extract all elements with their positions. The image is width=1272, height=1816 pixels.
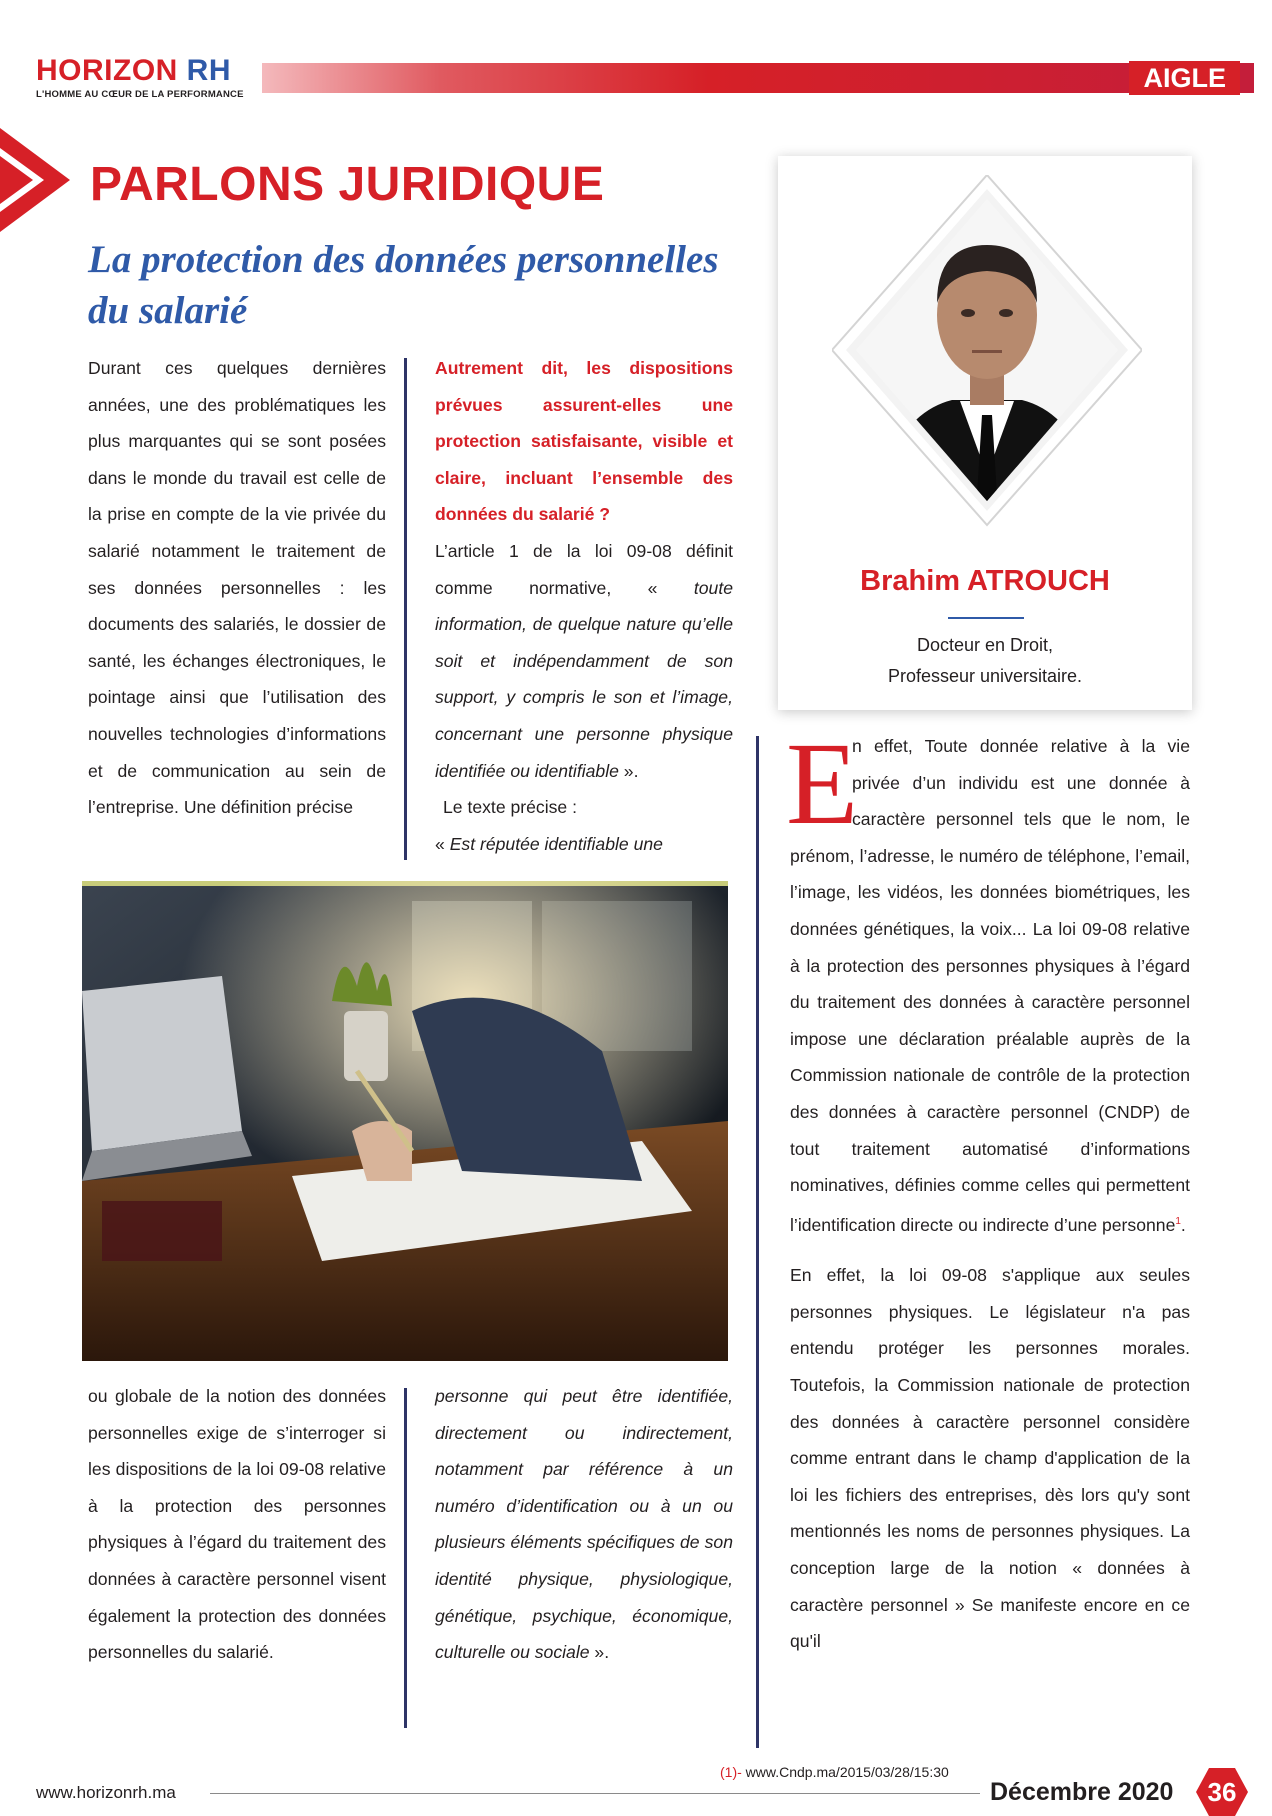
texte-precise: Le texte précise : <box>443 797 577 818</box>
footnote-ref: 1 <box>1175 1215 1181 1227</box>
quote-continued: personne qui peut être identifiée, directement ou indirectement, notamment par référence à un numéro d’identification ou à un ou plusieurs éléments spécifiques de son identité physique, physiologique, génétique, psychique, économique, culturelle ou sociale <box>435 1386 733 1663</box>
col3-paragraph-2 <box>790 1257 1190 1660</box>
col3-p2-text: En effet, la loi 09-08 s'applique aux seules personnes physiques. Le législateur n'a pas entendu protéger les personnes morales. Toutefois, la Commission nationale de protection des données à caractère personnel considère comme entrant dans le champ d'application de la loi les fichiers des entreprises, dès lors qu'y sont mentionnés les noms de personnes physiques. La conception large de la notion « données à caractère personnel » Se manifeste encore en ce qu'il <box>790 1265 1190 1652</box>
col3-paragraph-1 <box>790 728 1190 1243</box>
quote-start-text: Est réputée identifiable une <box>449 833 663 854</box>
key-question: Autrement dit, les dispositions prévues assurent-elles une protection satisfaisante, visible et claire, incluant l’ensemble des données du salarié ? <box>435 358 733 525</box>
chevron-arrow-icon <box>0 128 70 232</box>
logo-word-horizon: HORIZON <box>36 54 178 87</box>
page-number: 36 <box>1207 1777 1237 1807</box>
col3-p1-end: . <box>1180 1214 1186 1235</box>
author-role <box>778 630 1192 692</box>
column-2-bottom <box>435 1378 733 1758</box>
col1-top-text: Durant ces quelques dernières années, une des problématiques les plus marquantes qui se sont posées dans le monde du travail est celle de la prise en compte de la vie privée du salarié notamment le traitement de ses données personnelles : les documents des salariés, le dossier de santé, les échanges électroniques, le pointage ainsi que l’utilisation des nouvelles technologies d’informations et de communication au sein de l’entreprise. Une définition précise <box>88 358 386 818</box>
column-divider <box>404 1388 407 1728</box>
website-link[interactable]: www.horizonrh.ma <box>36 1783 176 1802</box>
logo-tagline: L'HOMME AU CŒUR DE LA PERFORMANCE <box>36 89 244 100</box>
author-role-line2: Professeur universitaire. <box>887 666 1083 686</box>
section-title: PARLONS JURIDIQUE <box>90 158 605 211</box>
footnote-text: www.Cndp.ma/2015/03/28/15:30 <box>741 1764 949 1780</box>
footnote-number: (1)- <box>720 1764 742 1780</box>
quote-close-mark: ». <box>594 1642 610 1663</box>
column-1-bottom <box>88 1378 386 1758</box>
column-divider <box>404 358 407 860</box>
article-1-intro: L’article 1 de la loi 09-08 définit comme normative, « <box>435 540 733 598</box>
article-1-definition <box>435 533 733 789</box>
article-title: La protection des données personnelles du salarié <box>88 238 719 332</box>
logo-word-rh: RH <box>186 54 232 87</box>
footer-rule <box>210 1793 980 1794</box>
column-2-top <box>435 350 733 868</box>
article-photo <box>82 881 728 1361</box>
horizon-rh-logo <box>36 54 244 100</box>
column-1-top <box>88 350 386 868</box>
header-bar <box>262 63 1254 93</box>
quote-start <box>435 826 733 863</box>
issue-date: Décembre 2020 <box>990 1778 1174 1806</box>
col3-p1-text: n effet, Toute donnée relative à la vie privée d’un individu est une donnée à caractère personnel tels que le nom, le prénom, l’adresse, le numéro de téléphone, l’email, l’image, les vidéos, les données biométriques, les données génétiques, la voix... La loi 09-08 relative à la protection des personnes physiques à l’égard du traitement des données à caractère personnel impose une déclaration préalable auprès de la Commission nationale de contrôle de la protection des données à caractère personnel (CNDP) de tout traitement automatisé d’informations nominatives, définies comme celles qui permettent l’identification directe ou indirecte d’une personne <box>790 736 1190 1235</box>
section-tag: AIGLE <box>1129 61 1240 95</box>
author-role-line1: Docteur en Droit, <box>916 635 1054 655</box>
author-portrait <box>832 175 1142 533</box>
article-1-close: ». <box>623 760 639 781</box>
quote-open-mark: « <box>435 833 445 854</box>
footnote <box>720 1764 949 1780</box>
drop-cap: E <box>786 718 859 849</box>
author-divider <box>948 617 1024 619</box>
col1-bottom-text: ou globale de la notion des données personnelles exige de s’interroger si les dispositions de la loi 09-08 relative à la protection des personnes physiques à l’égard du traitement des données à caractère personnel visent également la protection des données personnelles du salarié. <box>88 1386 386 1663</box>
author-name: Brahim ATROUCH <box>860 565 1110 597</box>
column-3 <box>790 728 1190 1768</box>
column-divider <box>756 736 759 1748</box>
dropcap-space <box>790 728 852 836</box>
article-1-quote: toute information, de quelque nature qu’elle soit et indépendamment de son support, y compris le son et l’image, concernant une personne physique identifiée ou identifiable <box>435 577 733 781</box>
